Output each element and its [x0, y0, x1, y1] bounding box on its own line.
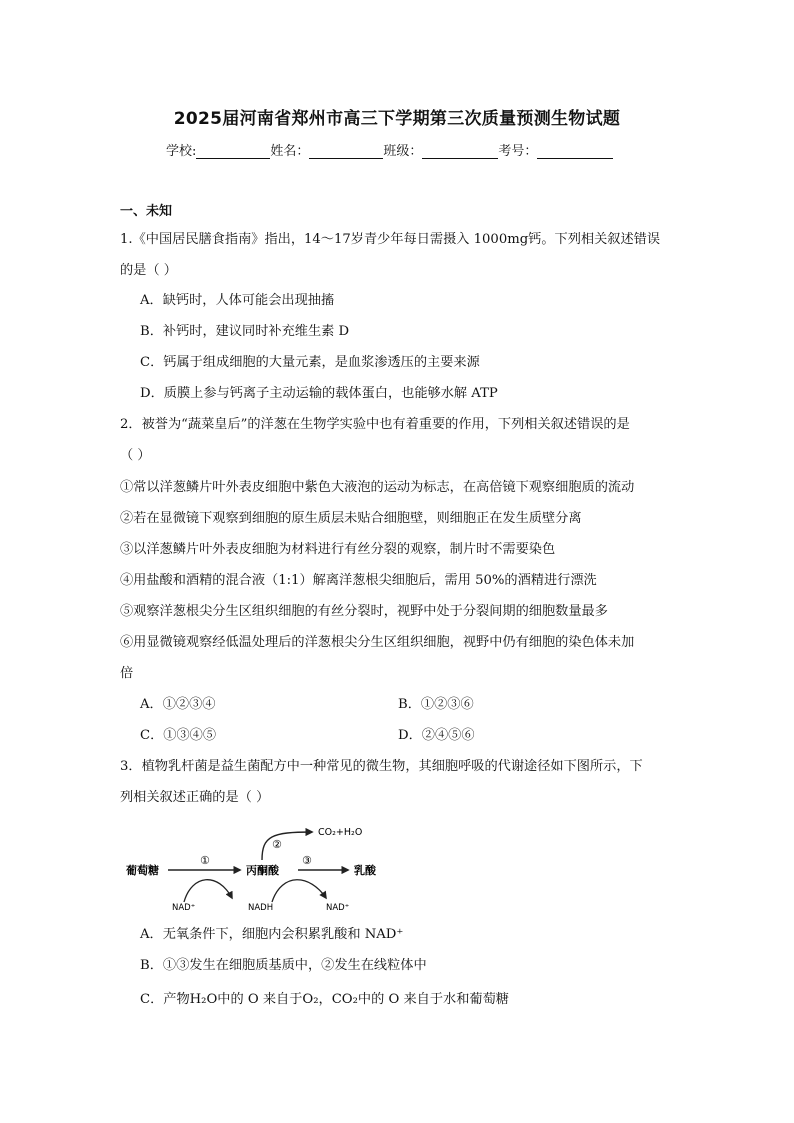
section-heading: 一、未知 — [120, 204, 173, 219]
exam-title: 2025届河南省郑州市高三下学期第三次质量预测生物试题 — [173, 109, 621, 129]
q2-item-2: ②若在显微镜下观察到细胞的原生质层未贴合细胞壁，则细胞正在发生质壁分离 — [120, 511, 582, 526]
nadh-label: NADH — [248, 903, 274, 913]
arc-nad-to-nadh — [184, 880, 232, 902]
glucose-label: 葡萄糖 — [126, 864, 159, 877]
q3-option-c[interactable] — [140, 991, 509, 1009]
q3-option-c-o2: O₂ — [302, 992, 319, 1007]
q3-option-c-h2o: H₂O — [189, 992, 218, 1007]
q1-option-d[interactable]: D．质膜上参与钙离子主动运输的载体蛋白，也能够水解 ATP — [140, 386, 498, 401]
q2-stem-line2: （ ） — [120, 448, 151, 463]
q3-option-c-mid1: 中的 O 来自于 — [217, 992, 303, 1007]
name-blank[interactable] — [309, 144, 383, 159]
q1-stem-line1: 1.《中国居民膳食指南》指出，14～17岁青少年每日需摄入 1000mg钙。下列相关叙述错误 — [120, 232, 661, 247]
q3-option-b[interactable]: B．①③发生在细胞质基质中，②发生在线粒体中 — [140, 958, 427, 973]
q2-option-c[interactable]: C．①③④⑤ — [140, 728, 217, 743]
class-label: 班级： — [383, 144, 423, 159]
q3-stem-line2: 列相关叙述正确的是（ ） — [120, 790, 270, 805]
q2-option-b[interactable]: B．①②③⑥ — [398, 697, 474, 712]
step-1-label: ① — [200, 854, 210, 867]
q1-option-c[interactable]: C．钙属于组成细胞的大量元素，是血浆渗透压的主要来源 — [140, 355, 480, 370]
step-2-label: ② — [272, 838, 282, 851]
nad-plus-label-2: NAD⁺ — [326, 903, 350, 913]
respiration-pathway-diagram — [122, 822, 402, 918]
co2-h2o-label: CO₂+H₂O — [318, 827, 363, 838]
class-blank[interactable] — [422, 144, 498, 159]
lactate-label: 乳酸 — [354, 864, 376, 877]
name-label: 姓名： — [270, 144, 310, 159]
nad-plus-label: NAD⁺ — [172, 903, 196, 913]
q2-item-3: ③以洋葱鳞片叶外表皮细胞为材料进行有丝分裂的观察，制片时不需要染色 — [120, 542, 556, 557]
q2-option-a[interactable]: A．①②③④ — [140, 697, 216, 712]
q1-stem-line2: 的是（ ） — [120, 263, 177, 278]
q3-stem-line1: 3．植物乳杆菌是益生菌配方中一种常见的微生物，其细胞呼吸的代谢途径如下图所示，下 — [120, 759, 643, 774]
q3-option-c-prefix: C．产物 — [140, 992, 190, 1007]
student-info-row — [166, 140, 613, 159]
q2-option-d[interactable]: D．②④⑤⑥ — [398, 728, 475, 743]
q2-item-5: ⑤观察洋葱根尖分生区组织细胞的有丝分裂时，视野中处于分裂间期的细胞数量最多 — [120, 604, 608, 619]
arc-nadh-to-nad — [272, 880, 326, 902]
exam-no-label: 考号： — [498, 144, 538, 159]
q2-item-6-continued: 倍 — [120, 666, 134, 681]
q1-option-b[interactable]: B．补钙时，建议同时补充维生素 D — [140, 324, 350, 339]
q3-option-c-mid2: ， — [318, 992, 332, 1007]
q2-stem-line1: 2．被誉为“蔬菜皇后”的洋葱在生物学实验中也有着重要的作用，下列相关叙述错误的是 — [120, 417, 630, 432]
school-blank[interactable] — [196, 144, 270, 159]
q3-option-c-suffix: 中的 O 来自于水和葡萄糖 — [357, 992, 509, 1007]
q3-option-c-co2: CO₂ — [331, 992, 358, 1007]
q2-item-1: ①常以洋葱鳞片叶外表皮细胞中紫色大液泡的运动为标志，在高倍镜下观察细胞质的流动 — [120, 480, 635, 495]
q2-item-4: ④用盐酸和酒精的混合液（1:1）解离洋葱根尖细胞后，需用 50%的酒精进行漂洗 — [120, 573, 597, 588]
q3-option-a[interactable]: A．无氧条件下，细胞内会积累乳酸和 NAD⁺ — [140, 927, 404, 942]
step-3-label: ③ — [302, 854, 312, 867]
exam-no-blank[interactable] — [537, 144, 613, 159]
q2-item-6: ⑥用显微镜观察经低温处理后的洋葱根尖分生区组织细胞，视野中仍有细胞的染色体未加 — [120, 635, 635, 650]
q1-option-a[interactable]: A．缺钙时，人体可能会出现抽搐 — [140, 293, 335, 308]
pyruvate-label: 丙酮酸 — [246, 864, 279, 877]
school-label: 学校: — [166, 144, 197, 159]
